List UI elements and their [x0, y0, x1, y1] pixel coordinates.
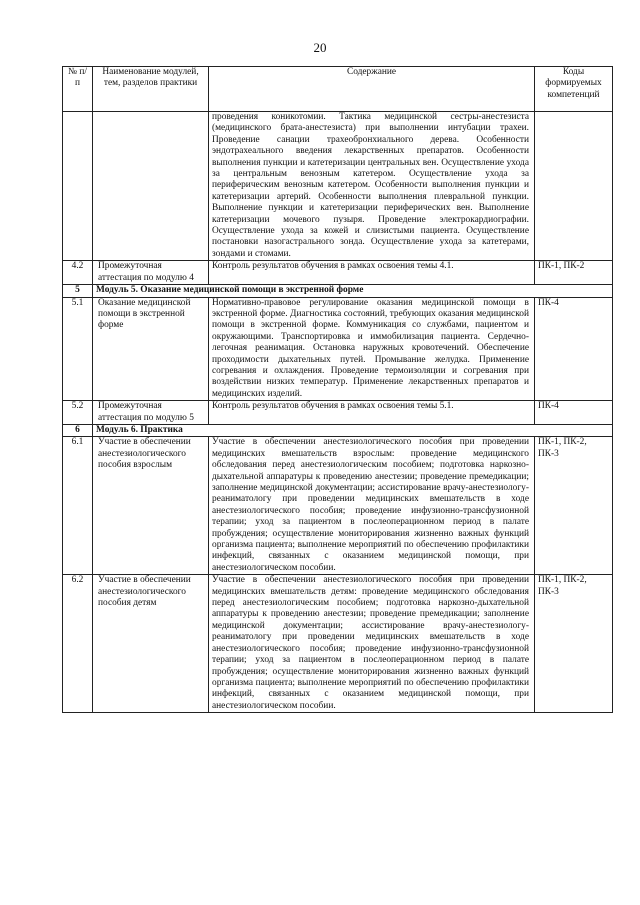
module-title: Модуль 6. Практика [93, 424, 535, 436]
row-name: Промежуточная аттестация по модулю 5 [93, 401, 209, 425]
row-name: Оказание медицинской помощи в экстренной форме [93, 297, 209, 401]
row-name: Участие в обеспечении анестезиологического пособия детям [93, 575, 209, 713]
row-name: Участие в обеспечении анестезиологического пособия взрослым [93, 437, 209, 575]
header-content: Содержание [209, 67, 535, 112]
row-content: Участие в обеспечении анестезиологического пособия при проведении медицинских вмешательств детям: проведение медицинского обследования перед анестезиологическим пособием; подготовка наркозно-дыхательной аппаратуры к проведению анестезии; проведение премедикации; заполнение медицинской документации; ассистирование врачу-анестезиологу-реаниматологу при проведении медицинских вмешательств в ходе анестезиологического пособия; проведение инфузионно-трансфузионной терапии; уход за пациентом в послеоперационном период в палате пробуждения; осуществление мониторирования жизненно важных функций организма пациента; выполнение мероприятий по обеспечению профилактики инфекций, связанных с оказанием медицинской помощи, при анестезиологическом пособии. [209, 575, 535, 713]
module-row [63, 424, 613, 436]
continuation-name [93, 112, 209, 261]
row-num: 5.1 [63, 297, 93, 401]
table-row [63, 261, 613, 285]
row-content: Нормативно-правовое регулирование оказания медицинской помощи в экстренной форме. Диагностика состояний, требующих оказания медицинской помощи в экстренной форме. Коммуникация со службами, пациентом и окружающими. Транспортировка и иммобилизация пациента. Сердечно-легочная реанимация. Остановка наружных кровотечений. Обеспечение проходимости дыхательных путей. Промывание желудка. Применение согревания и охлаждения. Проведение термоизоляции и согревания при воздействии низких температур. Применение лекарственных препаратов и медицинских изделий. [209, 297, 535, 401]
table-row [63, 401, 613, 425]
row-codes: ПК-1, ПК-2 [535, 261, 613, 285]
row-num: 5.2 [63, 401, 93, 425]
row-content: Контроль результатов обучения в рамках освоения темы 5.1. [209, 401, 535, 425]
header-name: Наименование модулей, тем, разделов практики [93, 67, 209, 112]
continuation-codes [535, 112, 613, 261]
header-num: № п/п [63, 67, 93, 112]
row-name: Промежуточная аттестация по модулю 4 [93, 261, 209, 285]
row-codes: ПК-1, ПК-2, ПК-3 [535, 437, 613, 575]
row-codes: ПК-1, ПК-2, ПК-3 [535, 575, 613, 713]
module-empty [535, 424, 613, 436]
table-row [63, 297, 613, 401]
row-num: 6.1 [63, 437, 93, 575]
header-codes: Коды формируемых компетенций [535, 67, 613, 112]
curriculum-table [62, 66, 613, 713]
module-row [63, 285, 613, 297]
continuation-content: проведения коникотомии. Тактика медицинской сестры-анестезиста (медицинского брата-анестезиста) при выполнении интубации трахеи. Проведение санации трахеобронхиального дерева. Особенности эндотрахеального введения лекарственных препаратов. Особенности выполнения пункции и катетеризации центральных вен. Осуществление ухода за центральным венозным катетером. Осуществление ухода за периферическим венозным катетером. Особенности выполнения пункции и катетеризации артерий. Особенности выполнения плевральной пункции. Выполнение пункции и катетеризации периферических вен. Выполнение катетеризации мочевого пузыря. Проведение электрокардиографии. Осуществление ухода за кожей и слизистыми пациента. Осуществление постановки назогастрального зонда. Осуществление ухода за катетерами, зондами и стомами. [209, 112, 535, 261]
module-num: 6 [63, 424, 93, 436]
continuation-num [63, 112, 93, 261]
row-content: Участие в обеспечении анестезиологического пособия при проведении медицинских вмешательств взрослым: проведение медицинского обследования перед анестезиологическим пособием; подготовка наркозно-дыхательной аппаратуры к проведению анестезии; проведение премедикации; заполнение медицинской документации; ассистирование врачу-анестезиологу-реаниматологу при проведении медицинских вмешательств в ходе анестезиологического пособия; проведение инфузионно-трансфузионной терапии; уход за пациентом в послеоперационном период в палате пробуждения; осуществление мониторирования жизненно важных функций организма пациента; выполнение мероприятий по обеспечению профилактики инфекций, связанных с оказанием медицинской помощи, при анестезиологическом пособии. [209, 437, 535, 575]
module-title: Модуль 5. Оказание медицинской помощи в экстренной форме [93, 285, 535, 297]
row-codes: ПК-4 [535, 401, 613, 425]
module-num: 5 [63, 285, 93, 297]
row-num: 4.2 [63, 261, 93, 285]
page-number: 20 [313, 40, 327, 55]
module-empty [535, 285, 613, 297]
row-num: 6.2 [63, 575, 93, 713]
table-row [63, 437, 613, 575]
table-row [63, 112, 613, 261]
row-codes: ПК-4 [535, 297, 613, 401]
table-header-row [63, 67, 613, 112]
row-content: Контроль результатов обучения в рамках освоения темы 4.1. [209, 261, 535, 285]
table-row [63, 575, 613, 713]
